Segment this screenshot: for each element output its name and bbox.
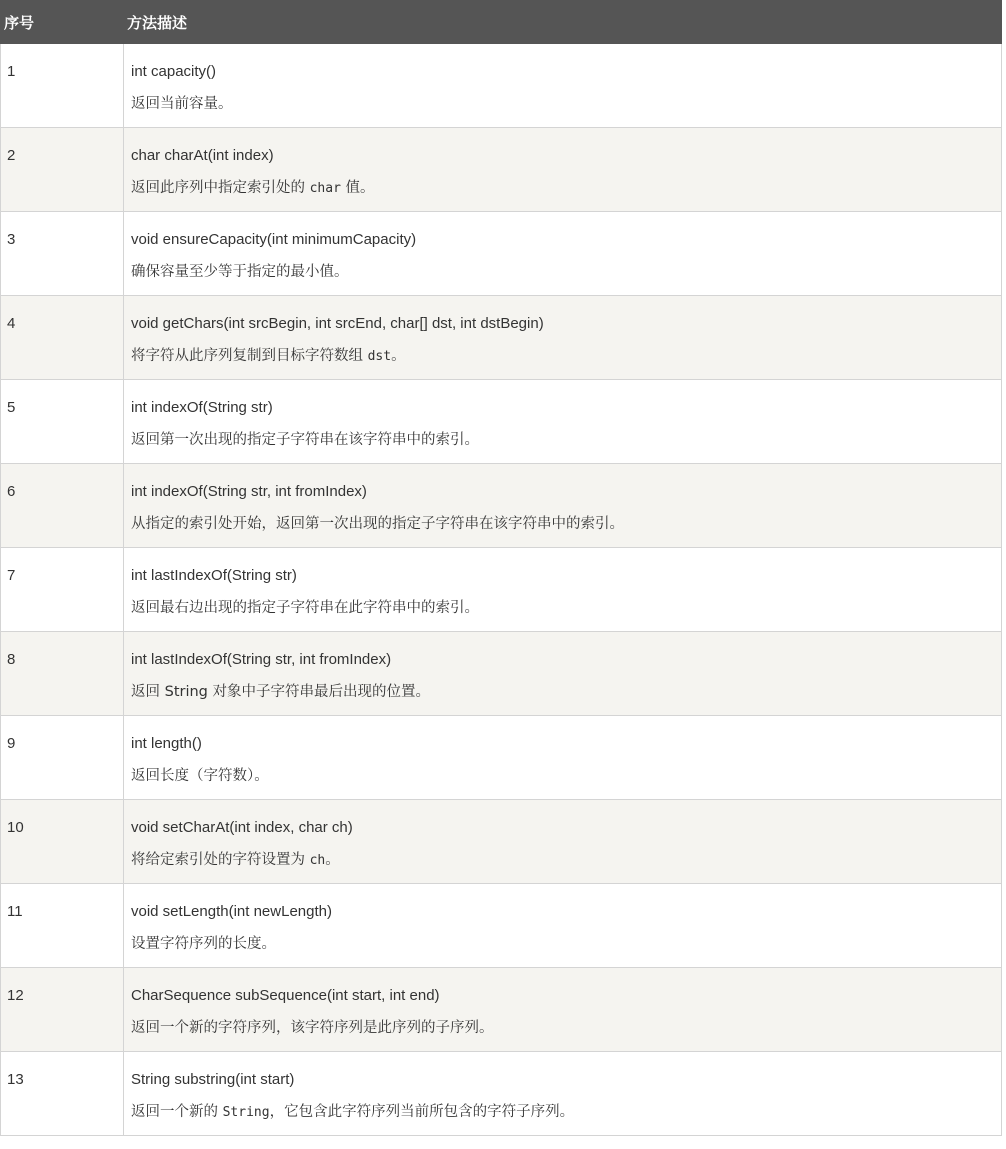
method-description: [131, 684, 995, 701]
method-description: [131, 852, 995, 869]
row-index: 2: [1, 128, 124, 212]
description-text: ，它包含此字符序列当前所包含的字符子序列。: [269, 1104, 575, 1120]
row-index: 10: [1, 800, 124, 884]
method-cell: [124, 884, 1002, 968]
table-row: [1, 548, 1002, 632]
header-row: [1, 1, 1002, 44]
method-description: [131, 768, 995, 785]
inline-code: ch: [309, 853, 326, 868]
method-description: [131, 432, 995, 449]
table-row: [1, 968, 1002, 1052]
method-description: [131, 936, 995, 953]
row-index: 13: [1, 1052, 124, 1136]
description-text: 将字符从此序列复制到目标字符数组: [131, 348, 368, 364]
row-index: 8: [1, 632, 124, 716]
method-description: [131, 264, 995, 281]
row-index: 6: [1, 464, 124, 548]
method-signature: int lastIndexOf(String str, int fromIndex): [131, 651, 392, 668]
table-body: [1, 44, 1002, 1136]
table-row: [1, 44, 1002, 128]
description-text: 。: [325, 852, 340, 868]
header-index: 序号: [1, 1, 124, 44]
method-signature: String substring(int start): [131, 1071, 295, 1088]
method-signature: int indexOf(String str): [131, 399, 273, 416]
method-description: [131, 600, 995, 617]
description-text: 返回 String 对象中子字符串最后出现的位置。: [131, 684, 430, 700]
description-text: 返回此序列中指定索引处的: [131, 180, 310, 196]
table-row: [1, 884, 1002, 968]
table-row: [1, 632, 1002, 716]
inline-code: String: [222, 1105, 270, 1120]
method-description: [131, 1104, 995, 1121]
description-text: 返回一个新的: [131, 1104, 223, 1120]
row-index: 3: [1, 212, 124, 296]
row-index: 1: [1, 44, 124, 128]
method-description: [131, 348, 995, 365]
table-row: [1, 128, 1002, 212]
inline-code: dst: [367, 349, 392, 364]
row-index: 12: [1, 968, 124, 1052]
row-index: 9: [1, 716, 124, 800]
table-row: [1, 716, 1002, 800]
table-header: [1, 1, 1002, 44]
method-signature: void setLength(int newLength): [131, 903, 332, 920]
method-cell: [124, 548, 1002, 632]
description-text: 返回当前容量。: [131, 96, 233, 112]
row-index: 4: [1, 296, 124, 380]
table-row: [1, 212, 1002, 296]
table-row: [1, 1052, 1002, 1136]
row-index: 11: [1, 884, 124, 968]
description-text: 返回第一次出现的指定子字符串在该字符串中的索引。: [131, 432, 479, 448]
method-signature: int capacity(): [131, 63, 217, 80]
method-description: [131, 516, 995, 533]
method-cell: [124, 128, 1002, 212]
method-signature: void getChars(int srcBegin, int srcEnd, char[] dst, int dstBegin): [131, 315, 544, 332]
method-signature: int length(): [131, 735, 202, 752]
description-text: 值。: [340, 180, 375, 196]
description-text: 将给定索引处的字符设置为: [131, 852, 310, 868]
table-row: [1, 380, 1002, 464]
method-cell: [124, 296, 1002, 380]
description-text: 返回一个新的字符序列，该字符序列是此序列的子序列。: [131, 1020, 494, 1036]
row-index: 5: [1, 380, 124, 464]
method-signature: CharSequence subSequence(int start, int end): [131, 987, 440, 1004]
method-description: [131, 1020, 995, 1037]
method-signature: char charAt(int index): [131, 147, 274, 164]
table-row: [1, 800, 1002, 884]
method-cell: [124, 632, 1002, 716]
method-cell: [124, 464, 1002, 548]
description-text: 设置字符序列的长度。: [131, 936, 276, 952]
method-cell: [124, 212, 1002, 296]
method-cell: [124, 716, 1002, 800]
row-index: 7: [1, 548, 124, 632]
description-text: 返回长度（字符数）。: [131, 768, 269, 784]
method-cell: [124, 380, 1002, 464]
method-signature: int lastIndexOf(String str): [131, 567, 297, 584]
table-row: [1, 296, 1002, 380]
header-method-description: 方法描述: [124, 1, 1002, 44]
method-cell: [124, 800, 1002, 884]
method-signature: void ensureCapacity(int minimumCapacity): [131, 231, 417, 248]
method-cell: [124, 1052, 1002, 1136]
description-text: 。: [391, 348, 406, 364]
method-signature: void setCharAt(int index, char ch): [131, 819, 353, 836]
method-signature: int indexOf(String str, int fromIndex): [131, 483, 367, 500]
method-description: [131, 96, 995, 113]
description-text: 确保容量至少等于指定的最小值。: [131, 264, 349, 280]
method-description: [131, 180, 995, 197]
inline-code: char: [309, 181, 341, 196]
method-cell: [124, 968, 1002, 1052]
description-text: 返回最右边出现的指定子字符串在此字符串中的索引。: [131, 600, 479, 616]
description-text: 从指定的索引处开始，返回第一次出现的指定子字符串在该字符串中的索引。: [131, 516, 624, 532]
method-cell: [124, 44, 1002, 128]
table-row: [1, 464, 1002, 548]
